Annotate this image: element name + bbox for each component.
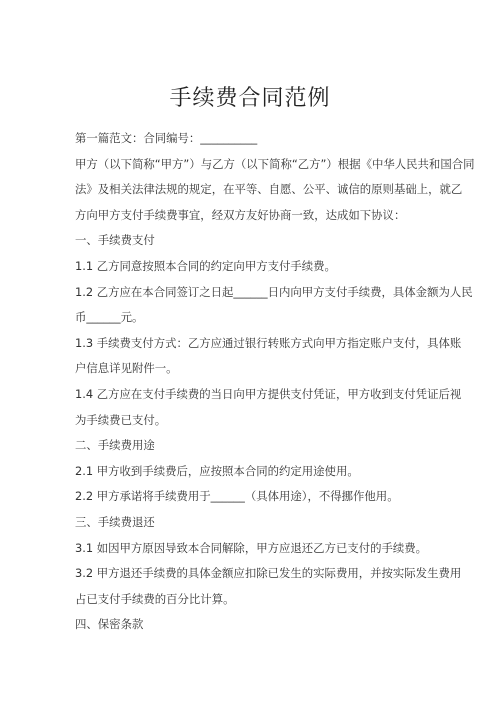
document-body [75, 126, 475, 638]
paragraph-line: 四、保密条款 [75, 617, 144, 632]
paragraph-line: 3.1 如因甲方原因导致本合同解除，甲方应退还乙方已支付的手续费。 [75, 540, 428, 555]
paragraph-line: 2.1 甲方收到手续费后，应按照本合同的约定用途使用。 [75, 463, 359, 478]
paragraph-line: 二、手续费用途 [75, 438, 155, 453]
clause-paragraph [75, 561, 462, 612]
paragraph-line: 1.2 乙方应在本合同签订之日起______日内向甲方支付手续费，具体金额为人民 [75, 284, 473, 299]
section-heading [75, 228, 427, 254]
paragraph-line: 1.4 乙方应在支付手续费的当日向甲方提供支付凭证，甲方收到支付凭证后视 [75, 386, 462, 401]
paragraph-line: 1.3 手续费支付方式：乙方应通过银行转账方式向甲方指定账户支付，具体账 [75, 335, 462, 350]
paragraph-line: 甲方（以下简称“甲方”）与乙方（以下简称“乙方”）根据《中华人民共和国合同 [75, 156, 475, 171]
clause-paragraph [75, 459, 427, 485]
section-heading [75, 510, 427, 536]
clause-paragraph [75, 280, 473, 331]
paragraph-line: 方向甲方支付手续费事宜，经双方友好协商一致，达成如下协议： [75, 207, 406, 222]
paragraph-line: 户信息详见附件一。 [75, 361, 178, 376]
paragraph-line: 法》及相关法律法规的规定，在平等、自愿、公平、诚信的原则基础上，就乙 [75, 182, 463, 197]
preamble-paragraph [75, 152, 475, 229]
contract-number-line [75, 126, 427, 152]
paragraph-line: 为手续费已支付。 [75, 412, 167, 427]
paragraph-line: 1.1 乙方同意按照本合同的约定向甲方支付手续费。 [75, 258, 336, 273]
section-heading [75, 433, 427, 459]
clause-paragraph [75, 536, 427, 562]
paragraph-line: 三、手续费退还 [75, 514, 155, 529]
clause-paragraph [75, 382, 462, 433]
paragraph-line: 第一篇范文：合同编号：__________ [75, 131, 258, 145]
page-title: 手续费合同范例 [169, 86, 331, 111]
clause-paragraph [75, 331, 462, 382]
section-heading [75, 612, 427, 638]
paragraph-line: 一、手续费支付 [75, 233, 155, 248]
paragraph-line: 3.2 甲方退还手续费的具体金额应扣除已发生的实际费用，并按实际发生费用 [75, 566, 462, 581]
paragraph-line: 占已支付手续费的百分比计算。 [75, 591, 235, 606]
clause-paragraph [75, 254, 427, 280]
paragraph-line: 2.2 甲方承诺将手续费用于______（具体用途），不得挪作他用。 [75, 489, 399, 504]
paragraph-line: 币______元。 [75, 310, 144, 325]
clause-paragraph [75, 484, 427, 510]
